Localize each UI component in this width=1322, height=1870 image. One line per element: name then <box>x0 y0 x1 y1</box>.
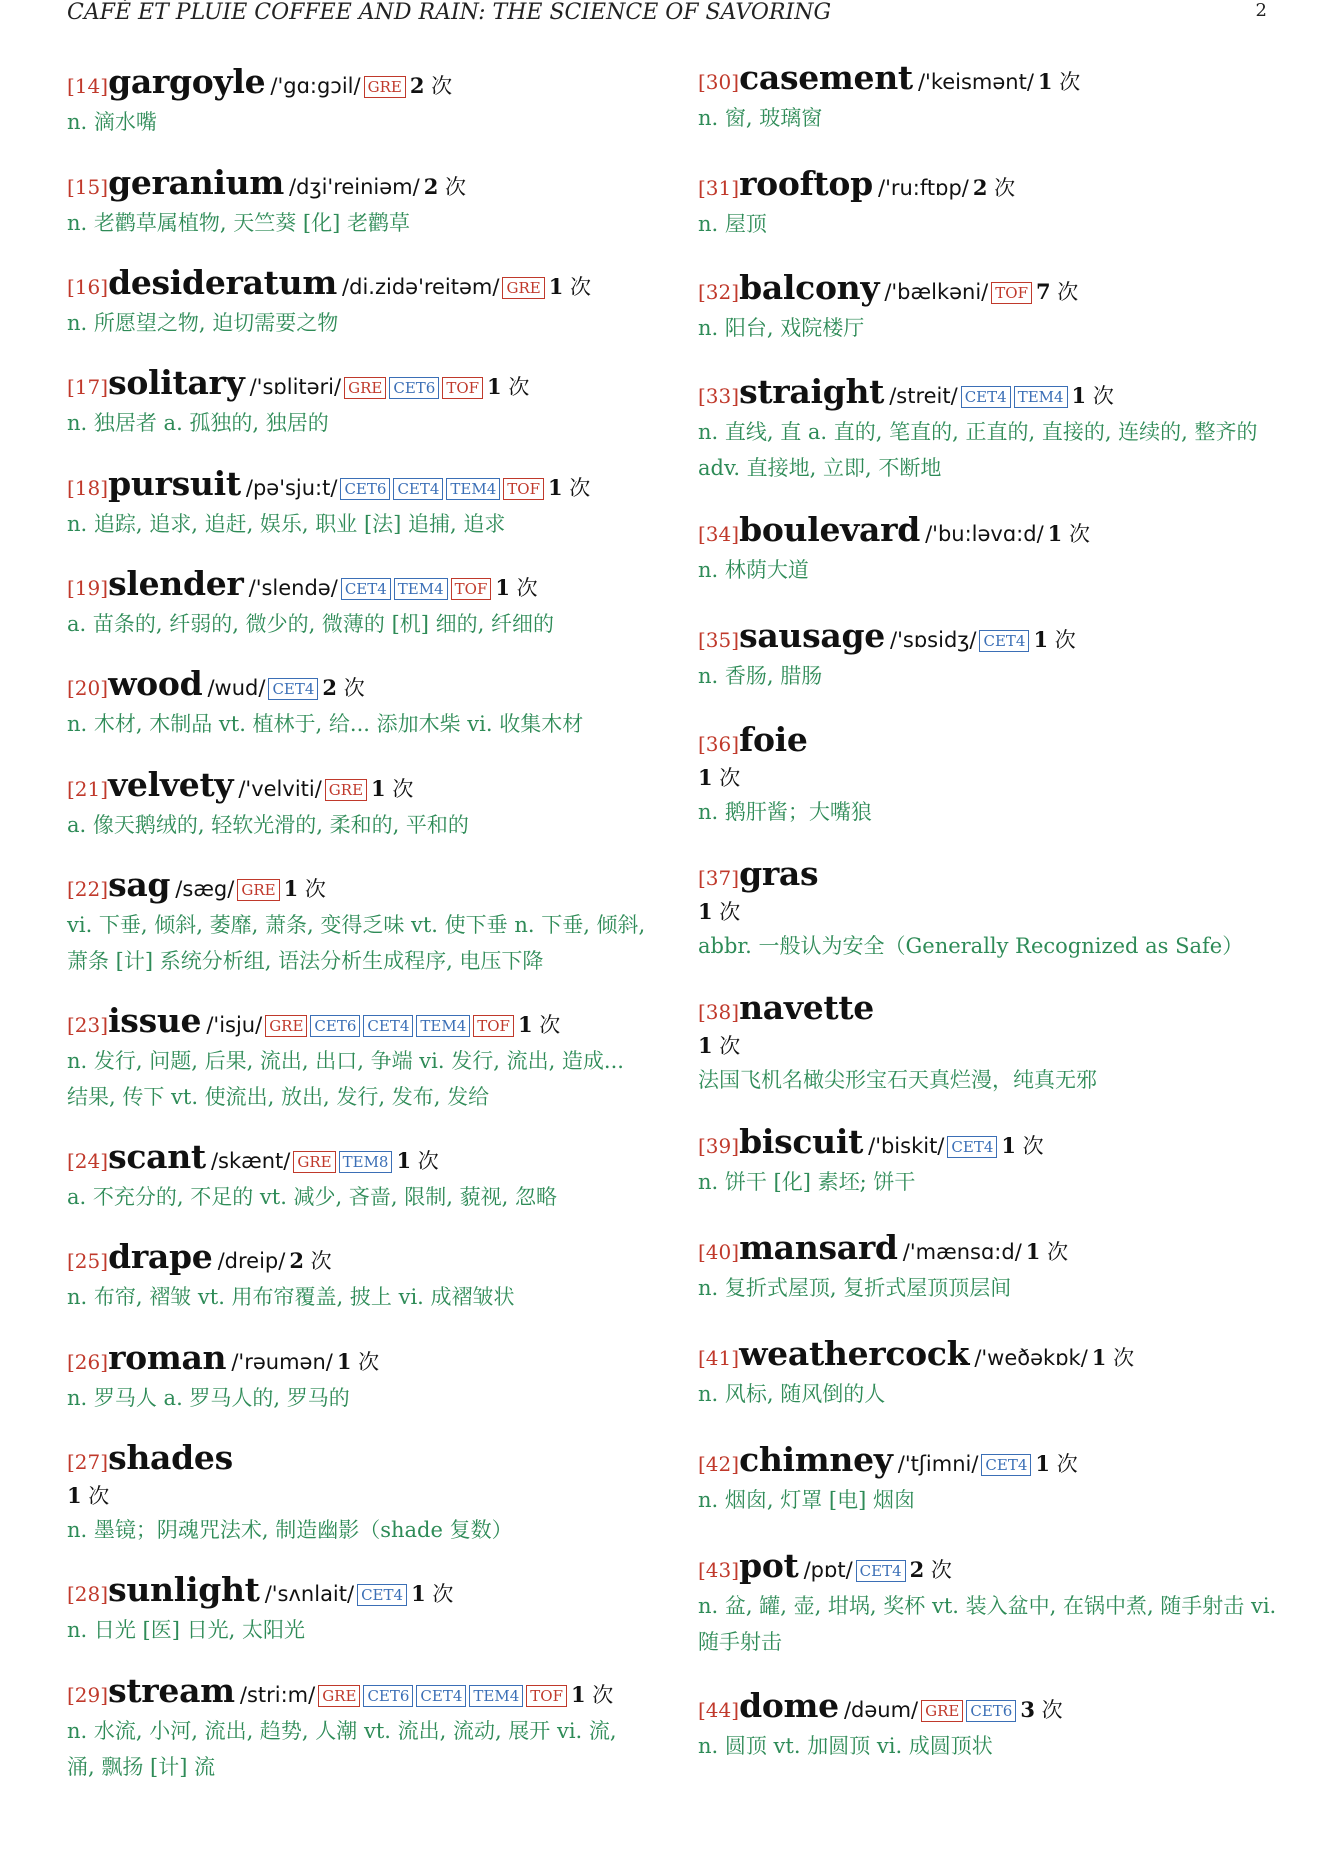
definition: n. 木材, 木制品 vt. 植林于, 给... 添加木柴 vi. 收集木材 <box>67 712 584 736</box>
entry-index: [27] <box>67 1450 109 1474</box>
entry-index: [39] <box>698 1134 740 1158</box>
frequency-count: 1 次 <box>1037 69 1081 94</box>
exam-tag: TOF <box>991 282 1032 304</box>
entry-index: [26] <box>67 1350 109 1374</box>
pronunciation: /dəum/ <box>843 1698 919 1722</box>
definition: n. 圆顶 vt. 加圆顶 vi. 成圆顶状 <box>698 1734 993 1758</box>
frequency-count: 1 次 <box>548 475 591 500</box>
pronunciation: /'biskit/ <box>868 1134 945 1158</box>
pronunciation: /'mænsɑ:d/ <box>902 1240 1022 1264</box>
vocab-entry <box>698 986 1278 1098</box>
frequency-count: 1 次 <box>411 1581 454 1606</box>
exam-tag: TOF <box>473 1015 514 1037</box>
headword: desideratum <box>108 263 337 302</box>
vocab-entry <box>698 1438 1278 1518</box>
exam-tag: TEM4 <box>1014 386 1068 408</box>
headword-line <box>698 1544 1278 1588</box>
headword: solitary <box>108 363 245 402</box>
left-column <box>67 60 647 1785</box>
definition: n. 罗马人 a. 罗马人的, 罗马的 <box>67 1386 350 1410</box>
frequency-count: 1 次 <box>396 1148 439 1173</box>
vocab-entry <box>698 1120 1278 1200</box>
headword: biscuit <box>739 1122 864 1161</box>
pronunciation: /'isju/ <box>206 1013 263 1037</box>
exam-tag: TEM4 <box>469 1685 523 1707</box>
headword: casement <box>739 58 913 97</box>
pronunciation: /'rəumən/ <box>231 1350 333 1374</box>
pronunciation: /'keismənt/ <box>917 70 1034 94</box>
vocab-entry <box>698 614 1278 694</box>
vocab-entry <box>67 462 647 542</box>
headword-line <box>67 60 647 104</box>
headword: gras <box>739 854 819 893</box>
headword: navette <box>739 988 874 1027</box>
headword: pot <box>739 1546 799 1585</box>
exam-tag: CET4 <box>268 678 318 700</box>
vocab-entry <box>698 508 1278 588</box>
pronunciation: /skænt/ <box>210 1149 291 1173</box>
frequency-count: 1 次 <box>1025 1239 1069 1264</box>
frequency-count: 1 次 <box>336 1349 380 1374</box>
entry-index: [34] <box>698 522 740 546</box>
exam-tag: TOF <box>503 478 544 500</box>
exam-tag: CET6 <box>389 377 439 399</box>
exam-tag: CET6 <box>340 478 390 500</box>
definition: n. 复折式屋顶, 复折式屋顶顶层间 <box>698 1276 1012 1300</box>
headword: shades <box>108 1438 233 1477</box>
entry-index: [25] <box>67 1249 109 1273</box>
pronunciation: /dreip/ <box>217 1249 286 1273</box>
headword: weathercock <box>739 1334 970 1373</box>
headword: rooftop <box>739 164 873 203</box>
vocab-entry <box>67 1436 647 1548</box>
vocab-entry <box>67 763 647 843</box>
exam-tag: GRE <box>921 1700 963 1722</box>
entry-index: [36] <box>698 732 740 756</box>
exam-tag: CET4 <box>341 578 391 600</box>
frequency-count: 1 次 <box>283 876 326 901</box>
headword-line <box>67 1336 647 1380</box>
vocab-entry <box>67 999 647 1115</box>
definition: n. 追踪, 追求, 追赶, 娱乐, 职业 [法] 追捕, 追求 <box>67 512 506 536</box>
frequency-count: 1 次 <box>570 1682 614 1707</box>
headword-line <box>67 462 647 506</box>
frequency-count: 1 次 <box>487 374 530 399</box>
entry-index: [19] <box>67 576 109 600</box>
headword: dome <box>739 1686 839 1725</box>
frequency-count: 1 次 <box>698 1033 741 1058</box>
entry-index: [43] <box>698 1558 740 1582</box>
frequency-count: 1 次 <box>1001 1133 1044 1158</box>
pronunciation: /'sɒlitəri/ <box>249 375 342 399</box>
exam-tag: CET4 <box>363 1015 413 1037</box>
frequency-count: 1 次 <box>495 575 538 600</box>
exam-tag: CET4 <box>947 1136 997 1158</box>
pronunciation: /'bu:ləvɑ:d/ <box>925 522 1044 546</box>
headword: sausage <box>739 616 885 655</box>
exam-tag: GRE <box>364 76 406 98</box>
frequency-count: 1 次 <box>1091 1345 1135 1370</box>
definition: n. 布帘, 褶皱 vt. 用布帘覆盖, 披上 vi. 成褶皱状 <box>67 1285 515 1309</box>
headword-line <box>67 261 647 305</box>
entry-index: [30] <box>698 70 740 94</box>
headword-line <box>698 1332 1278 1376</box>
frequency-count: 1 次 <box>1033 627 1076 652</box>
vocab-entry <box>67 1669 647 1785</box>
exam-tag: TOF <box>442 377 483 399</box>
vocab-entry <box>698 1226 1278 1306</box>
frequency-count: 2 次 <box>322 675 365 700</box>
headword-line <box>67 662 647 706</box>
exam-tag: TOF <box>451 578 492 600</box>
frequency-line <box>698 762 1278 794</box>
pronunciation: /stri:m/ <box>239 1683 316 1707</box>
definition: n. 墨镜；阴魂咒法术, 制造幽影（shade 复数） <box>67 1518 513 1542</box>
entry-index: [20] <box>67 676 109 700</box>
exam-tag: GRE <box>265 1015 307 1037</box>
entry-index: [16] <box>67 275 109 299</box>
headword-line <box>67 361 647 405</box>
headword: chimney <box>739 1440 893 1479</box>
headword-line <box>67 1568 647 1612</box>
vocab-entry <box>698 370 1278 486</box>
vocab-entry <box>698 1684 1278 1764</box>
entry-index: [42] <box>698 1452 740 1476</box>
definition: n. 盆, 罐, 壶, 坩埚, 奖杯 vt. 装入盆中, 在锅中煮, 随手射击 vi. 随手射击 <box>698 1594 1277 1654</box>
headword: slender <box>108 564 244 603</box>
frequency-line <box>67 1480 647 1512</box>
pronunciation: /di.zidə'reitəm/ <box>342 275 500 299</box>
pronunciation: /dʒi'reiniəm/ <box>289 175 420 199</box>
exam-tag: GRE <box>318 1685 360 1707</box>
frequency-count: 1 次 <box>548 274 592 299</box>
vocab-entry <box>698 1332 1278 1412</box>
entry-index: [40] <box>698 1240 740 1264</box>
definition: a. 像天鹅绒的, 轻软光滑的, 柔和的, 平和的 <box>67 813 469 837</box>
headword: straight <box>739 372 885 411</box>
entry-index: [28] <box>67 1582 109 1606</box>
frequency-count: 1 次 <box>371 776 414 801</box>
frequency-count: 1 次 <box>67 1483 110 1508</box>
exam-tag: CET4 <box>979 630 1029 652</box>
pronunciation: /'slendə/ <box>248 576 338 600</box>
vocab-entry <box>67 1135 647 1215</box>
definition: n. 水流, 小河, 流出, 趋势, 人潮 vt. 流出, 流动, 展开 vi. 流, 涌, 飘扬 [计] 流 <box>67 1719 617 1779</box>
headword: issue <box>108 1001 202 1040</box>
headword-line <box>698 370 1278 414</box>
exam-tag: CET4 <box>981 1454 1031 1476</box>
frequency-count: 7 次 <box>1035 279 1079 304</box>
exam-tag: GRE <box>293 1151 335 1173</box>
vocab-entry <box>67 562 647 642</box>
definition: n. 阳台, 戏院楼厅 <box>698 316 865 340</box>
exam-tag: GRE <box>502 277 544 299</box>
exam-tag: GRE <box>325 779 367 801</box>
right-column <box>698 60 1278 1764</box>
exam-tag: GRE <box>344 377 386 399</box>
headword-line <box>67 999 647 1043</box>
headword: boulevard <box>739 510 920 549</box>
exam-tag: TEM4 <box>446 478 500 500</box>
definition: n. 老鹳草属植物, 天竺葵 [化] 老鹳草 <box>67 211 410 235</box>
definition: n. 烟囱, 灯罩 [电] 烟囱 <box>698 1488 915 1512</box>
vocab-entry <box>698 56 1278 136</box>
frequency-count: 2 次 <box>289 1248 332 1273</box>
entry-index: [29] <box>67 1683 109 1707</box>
vocab-entry <box>67 60 647 140</box>
entry-index: [33] <box>698 384 740 408</box>
headword-line <box>698 1684 1278 1728</box>
headword-line <box>67 1235 647 1279</box>
pronunciation: /pə'sju:t/ <box>245 476 338 500</box>
exam-tag: CET4 <box>856 1560 906 1582</box>
exam-tag: CET6 <box>310 1015 360 1037</box>
entry-index: [18] <box>67 476 109 500</box>
vocab-entry <box>698 852 1278 964</box>
pronunciation: /'weðəkɒk/ <box>974 1346 1088 1370</box>
definition: n. 饼干 [化] 素坯; 饼干 <box>698 1170 916 1194</box>
definition: 法国飞机名橄尖形宝石天真烂漫，纯真无邪 <box>698 1068 1097 1092</box>
vocab-entry <box>67 1235 647 1315</box>
headword: sunlight <box>108 1570 260 1609</box>
frequency-count: 2 次 <box>423 174 467 199</box>
entry-index: [21] <box>67 777 109 801</box>
pronunciation: /'sɒsidʒ/ <box>890 628 977 652</box>
definition: a. 不充分的, 不足的 vt. 减少, 吝啬, 限制, 藐视, 忽略 <box>67 1185 557 1209</box>
vocab-entry <box>67 1568 647 1648</box>
exam-tag: CET4 <box>393 478 443 500</box>
headword: mansard <box>739 1228 898 1267</box>
frequency-count: 1 次 <box>1071 383 1114 408</box>
definition: n. 风标, 随风倒的人 <box>698 1382 886 1406</box>
exam-tag: TEM8 <box>339 1151 393 1173</box>
headword: velvety <box>108 765 234 804</box>
headword-line <box>698 162 1278 206</box>
vocab-entry <box>67 161 647 241</box>
headword-line <box>698 508 1278 552</box>
frequency-line <box>698 896 1278 928</box>
page-header <box>67 0 1267 30</box>
vocab-entry <box>67 1336 647 1416</box>
definition: n. 林荫大道 <box>698 558 809 582</box>
definition: n. 滴水嘴 <box>67 110 157 134</box>
headword-line <box>698 56 1278 100</box>
entry-index: [24] <box>67 1149 109 1173</box>
headword: wood <box>108 664 203 703</box>
entry-index: [31] <box>698 176 740 200</box>
headword: drape <box>108 1237 213 1276</box>
frequency-line <box>698 1030 1278 1062</box>
headword-line <box>698 1438 1278 1482</box>
vocab-entry <box>67 662 647 742</box>
pronunciation: /sæg/ <box>175 877 235 901</box>
pronunciation: /streit/ <box>889 384 958 408</box>
page-number: 2 <box>1255 0 1267 21</box>
exam-tag: CET4 <box>357 1584 407 1606</box>
entry-index: [32] <box>698 280 740 304</box>
running-title: CAFÉ ET PLUIE COFFEE AND RAIN: THE SCIENCE OF SAVORING <box>67 0 832 25</box>
frequency-count: 2 次 <box>972 175 1016 200</box>
definition: n. 发行, 问题, 后果, 流出, 出口, 争端 vi. 发行, 流出, 造成... 结果, 传下 vt. 使流出, 放出, 发行, 发布, 发给 <box>67 1049 624 1109</box>
definition: abbr. 一般认为安全（Generally Recognized as Safe） <box>698 934 1244 958</box>
definition: n. 所愿望之物, 迫切需要之物 <box>67 311 339 335</box>
entry-index: [44] <box>698 1698 740 1722</box>
pronunciation: /wud/ <box>207 676 266 700</box>
frequency-count: 2 次 <box>409 73 453 98</box>
headword: roman <box>108 1338 227 1377</box>
headword-line <box>698 1226 1278 1270</box>
headword-line <box>67 1669 647 1713</box>
definition: n. 直线, 直 a. 直的, 笔直的, 正直的, 直接的, 连续的, 整齐的 adv. 直接地, 立即, 不断地 <box>698 420 1258 480</box>
headword-line <box>698 614 1278 658</box>
headword: stream <box>108 1671 235 1710</box>
pronunciation: /'sʌnlait/ <box>264 1582 355 1606</box>
headword-line <box>698 266 1278 310</box>
frequency-count: 2 次 <box>909 1557 952 1582</box>
vocab-entry <box>67 361 647 441</box>
frequency-count: 1 次 <box>698 765 741 790</box>
pronunciation: /'tʃimni/ <box>897 1452 979 1476</box>
definition: n. 独居者 a. 孤独的, 独居的 <box>67 411 329 435</box>
headword-line <box>67 1436 647 1480</box>
vocab-entry <box>698 718 1278 830</box>
definition: n. 屋顶 <box>698 212 767 236</box>
headword-line <box>698 852 1278 896</box>
exam-tag: CET6 <box>363 1685 413 1707</box>
pronunciation: /'velviti/ <box>238 777 322 801</box>
exam-tag: CET6 <box>966 1700 1016 1722</box>
definition: vi. 下垂, 倾斜, 萎靡, 萧条, 变得乏味 vt. 使下垂 n. 下垂, 倾斜, 萧条 [计] 系统分析组, 语法分析生成程序, 电压下降 <box>67 913 646 973</box>
exam-tag: TOF <box>526 1685 567 1707</box>
vocab-entry <box>698 1544 1278 1660</box>
exam-tag: GRE <box>237 879 279 901</box>
entry-index: [35] <box>698 628 740 652</box>
entry-index: [14] <box>67 74 109 98</box>
entry-index: [15] <box>67 175 109 199</box>
headword: sag <box>108 865 171 904</box>
entry-index: [37] <box>698 866 740 890</box>
frequency-count: 1 次 <box>517 1012 561 1037</box>
headword: pursuit <box>108 464 241 503</box>
headword-line <box>67 562 647 606</box>
frequency-count: 1 次 <box>1035 1451 1078 1476</box>
entry-index: [38] <box>698 1000 740 1024</box>
definition: a. 苗条的, 纤弱的, 微少的, 微薄的 [机] 细的, 纤细的 <box>67 612 555 636</box>
entry-index: [23] <box>67 1013 109 1037</box>
headword-line <box>67 161 647 205</box>
headword-line <box>698 718 1278 762</box>
frequency-count: 1 次 <box>1047 521 1090 546</box>
entry-index: [22] <box>67 877 109 901</box>
headword: geranium <box>108 163 284 202</box>
exam-tag: TEM4 <box>416 1015 470 1037</box>
frequency-count: 3 次 <box>1020 1697 1063 1722</box>
exam-tag: CET4 <box>961 386 1011 408</box>
vocab-entry <box>698 162 1278 242</box>
definition: n. 窗, 玻璃窗 <box>698 106 823 130</box>
headword-line <box>67 763 647 807</box>
frequency-count: 1 次 <box>698 899 741 924</box>
headword: gargoyle <box>108 62 266 101</box>
headword: foie <box>739 720 808 759</box>
vocab-entry <box>67 863 647 979</box>
entry-index: [41] <box>698 1346 740 1370</box>
headword-line <box>698 1120 1278 1164</box>
pronunciation: /'gɑ:gɔil/ <box>270 74 361 98</box>
pronunciation: /'ru:ftɒp/ <box>878 176 969 200</box>
headword-line <box>67 863 647 907</box>
vocab-entry <box>67 261 647 341</box>
headword-line <box>67 1135 647 1179</box>
pronunciation: /'bælkəni/ <box>884 280 989 304</box>
definition: n. 日光 [医] 日光, 太阳光 <box>67 1618 305 1642</box>
exam-tag: CET4 <box>416 1685 466 1707</box>
exam-tag: TEM4 <box>394 578 448 600</box>
definition: n. 鹅肝酱；大嘴狼 <box>698 800 872 824</box>
entry-index: [17] <box>67 375 109 399</box>
headword: balcony <box>739 268 880 307</box>
headword: scant <box>108 1137 206 1176</box>
vocab-entry <box>698 266 1278 346</box>
headword-line <box>698 986 1278 1030</box>
pronunciation: /pɒt/ <box>803 1558 853 1582</box>
definition: n. 香肠, 腊肠 <box>698 664 823 688</box>
